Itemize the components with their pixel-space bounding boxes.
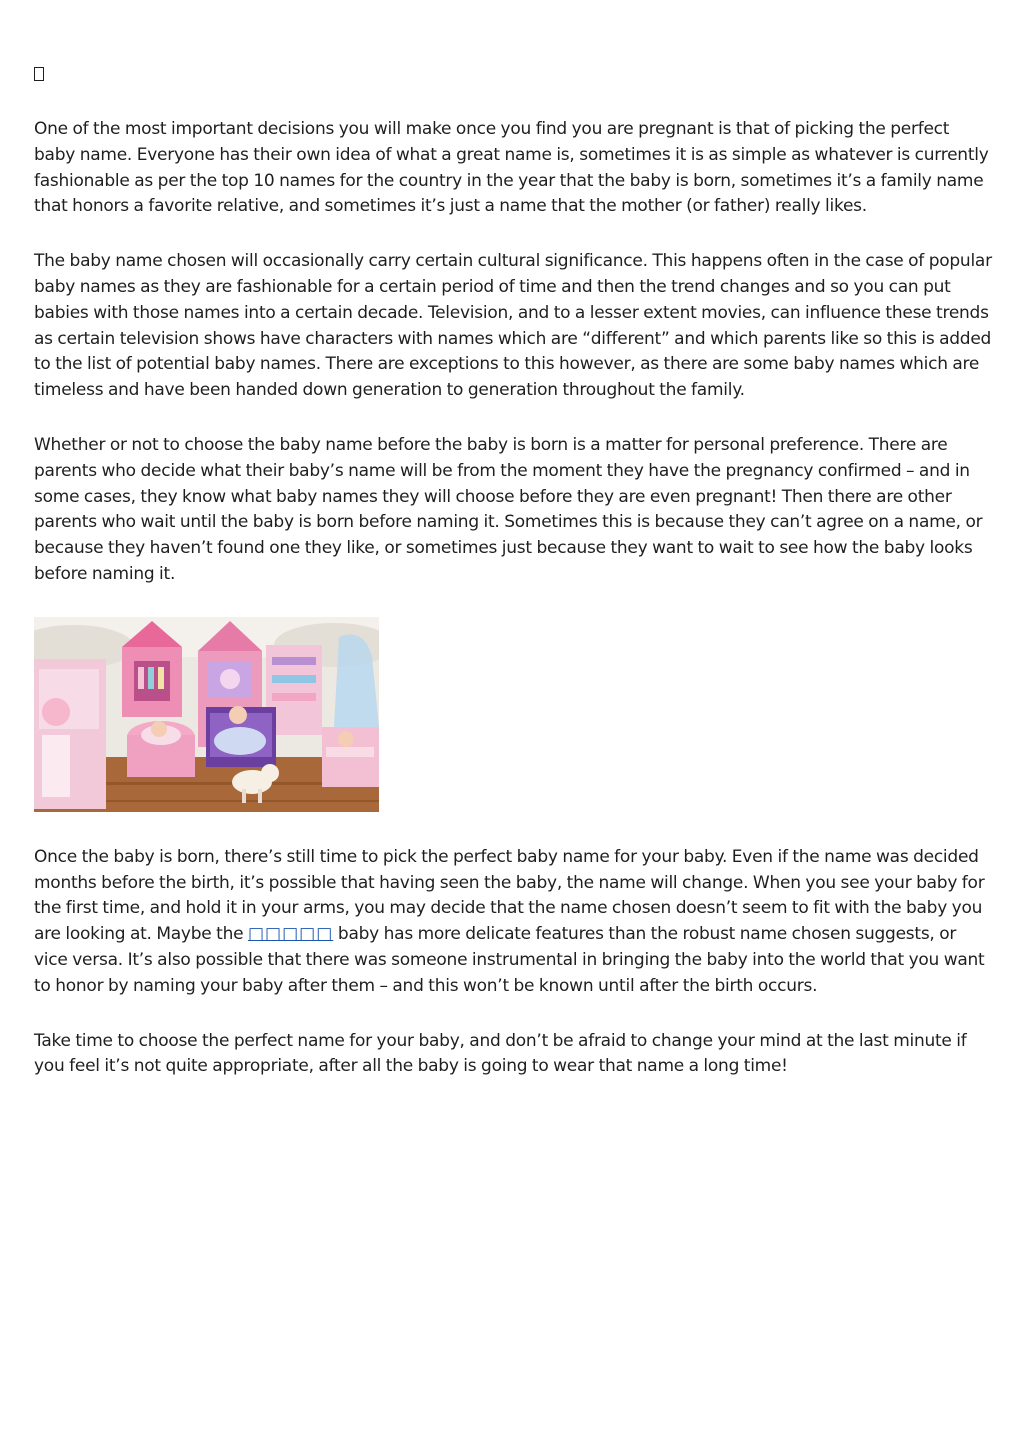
- paragraph-5: Take time to choose the perfect name for your baby, and don’t be afraid to change your mind at the last minute if you feel it’s not quite appropriate, after all the baby is going to wear that name a long time!: [34, 1030, 967, 1077]
- paragraph-2: The baby name chosen will occasionally carry certain cultural significance. This happens often in the case of popular baby names as they are fashionable for a certain period of time and then the trend changes and so you can put babies with those names into a certain decade. Television, and to a lesser extent movies, can influence these trends as certain television shows have characters with names which are “different” and which parents like so this is added to the list of potential baby names. There are exceptions to this however, as there are some baby names which are timeless and have been handed down generation to generation throughout the family.: [34, 251, 992, 401]
- paragraph-4: [34, 845, 992, 1000]
- missing-glyph-icon: [34, 62, 992, 88]
- article-body: [34, 62, 992, 1109]
- baby-dollhouse-photo: [34, 617, 379, 812]
- paragraph-1: One of the most important decisions you will make once you find you are pregnant is that of picking the perfect baby name. Everyone has their own idea of what a great name is, sometimes it is as simple as whatever is currently fashionable as per the top 10 names for the country in the year that the baby is born, sometimes it’s a family name that honors a favorite relative, and sometimes it’s just a name that the mother (or father) really likes.: [34, 119, 989, 217]
- paragraph-4-text-before-link: Once the baby is born, there’s still time to pick the perfect baby name for your baby. Even if the name was decided months before the birth, it’s possible that having seen the baby, the name will change. When you see your baby for the first time, and hold it in your arms, you may decide that the name chosen doesn’t seem to fit with the baby you are looking at. Maybe the: [34, 846, 985, 945]
- paragraph-4-text-after-link: baby has more delicate features than the robust name chosen suggests, or vice versa. It’s also possible that there was someone instrumental in bringing the baby into the world that you want to honor by naming your baby after them – and this won’t be known until after the birth occurs.: [34, 924, 985, 996]
- inline-link[interactable]: □□□□□: [247, 924, 334, 945]
- paragraph-3: Whether or not to choose the baby name before the baby is born is a matter for personal preference. There are parents who decide what their baby’s name will be from the moment they have the pregnancy confirmed – and in some cases, they know what baby names they will choose before they are even pregnant! Then there are other parents who wait until the baby is born before naming it. Sometimes this is because they can’t agree on a name, or because they haven’t found one they like, or sometimes just because they want to wait to see how the baby looks before naming it.: [34, 434, 983, 584]
- glyph-box: [34, 67, 44, 81]
